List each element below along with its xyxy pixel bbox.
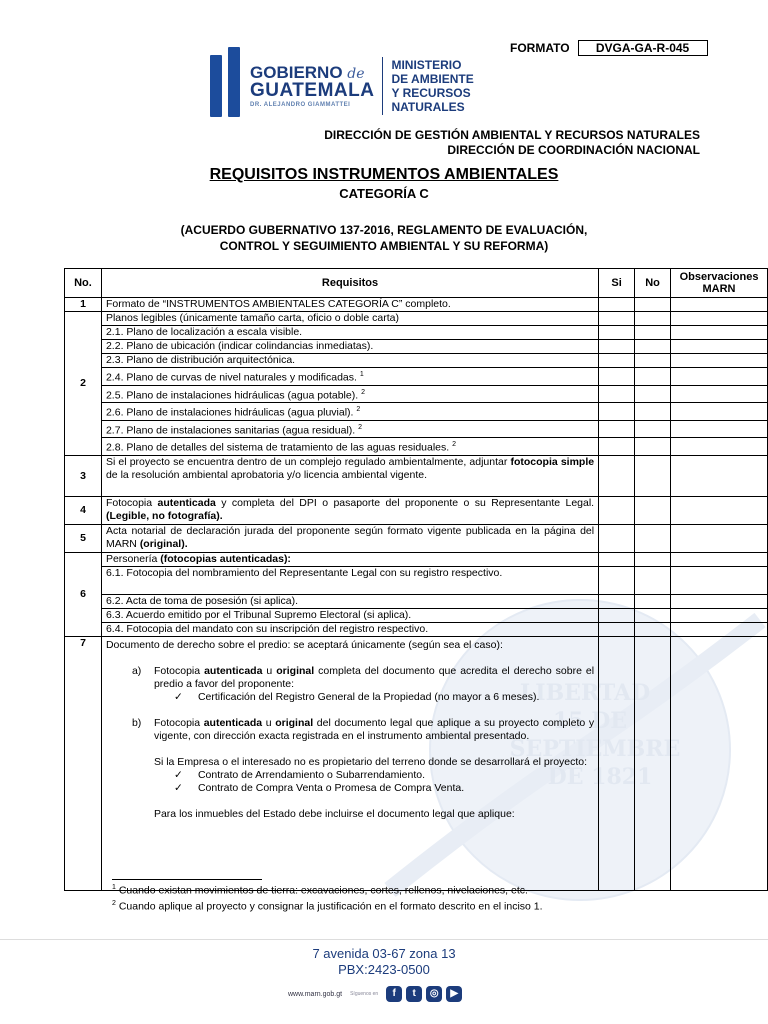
footer-web-link[interactable]: www.marn.gob.gt [288, 990, 343, 998]
footnote-2: $^2$ Cuando aplique al proyecto y consignar la justificación en el formato descrito en el inciso 1. [112, 900, 543, 913]
logo-gobierno: GOBIERNO [250, 63, 343, 82]
table-row: 1 Formato de “INSTRUMENTOS AMBIENTALES CATEGORÍA C” completo. [65, 298, 768, 312]
table-row: 2.7. Plano de instalaciones sanitarias (agua residual). $^2$ [65, 420, 768, 438]
logo-bars-icon [210, 55, 240, 117]
table-row: 6.4. Fotocopia del mandato con su inscripción del registro respectivo. [65, 622, 768, 636]
req-1-obs-cell[interactable] [671, 298, 768, 312]
page-title: REQUISITOS INSTRUMENTOS AMBIENTALES [209, 166, 559, 183]
table-row: 2.2. Plano de ubicación (indicar colindancias inmediatas). [65, 340, 768, 354]
formato-code: DVGA-GA-R-045 [578, 40, 708, 56]
table-row: 5 Acta notarial de declaración jurada del proponente según formato vigente publicada en la página del MARN (original). [65, 524, 768, 552]
header-no: No. [65, 269, 102, 298]
req-4-text: Fotocopia autenticada y completa del DPI o pasaporte del proponente o su Representante Legal. (Legible, no fotografía). [101, 496, 598, 524]
table-row: 2.3. Plano de distribución arquitectónica. [65, 354, 768, 368]
table-row: 6.2. Acta de toma de posesión (si aplica). [65, 594, 768, 608]
checkmark-icon: ✓ [173, 690, 183, 703]
watermark-line-4: DE 1821 [547, 764, 653, 790]
table-row: 6.1. Fotocopia del nombramiento del Representante Legal con su registro respectivo. [65, 566, 768, 594]
req-1-si-cell[interactable] [599, 298, 635, 312]
table-row: 3 Si el proyecto se encuentra dentro de un complejo regulado ambientalmente, adjuntar fotocopia simple de la resolución ambiental aprobatoria y/o licencia ambiental vigente. [65, 455, 768, 496]
req-1-text: Formato de “INSTRUMENTOS AMBIENTALES CATEGORÍA C” completo. [101, 298, 598, 312]
direccion-gestion: DIRECCIÓN DE GESTIÓN AMBIENTAL Y RECURSOS NATURALES [324, 128, 700, 142]
table-row: 6.3. Acuerdo emitido por el Tribunal Supremo Electoral (si aplica). [65, 608, 768, 622]
footnote-divider [112, 879, 262, 880]
req-2-head: Planos legibles (únicamente tamaño carta, oficio o doble carta) [101, 312, 598, 326]
table-row: 7 Documento de derecho sobre el predio: se aceptará únicamente (según sea el caso): a) Fotocopia autenticada u original completa del documento que acredita el derecho sobre el predio a favor del proponente: ✓ Certificación del Registro General de la Propiedad (no mayor a 6 meses). b) Fotocopia autenticada u original del documento legal que aplique a su proyecto completo y vigente, con dirección exacta registrada en el instrumento ambiental presentado. Si la Empresa o el interesado no es propietario del terreno donde se desarrollará el proyecto: ✓ Contrato de Arrendamiento o Subarrendamiento. ✓ Contrato de Compra Venta o Promesa de Compra Venta. Para los inmuebles del Estado debe incluirse el documento legal que aplique: [65, 636, 768, 890]
acuerdo-reference: (ACUERDO GUBERNATIVO 137-2016, REGLAMENTO DE EVALUACIÓN, CONTROL Y SEGUIMIENTO AMBIENTAL Y SU REFORMA) [180, 223, 588, 253]
footnote-1: $^1$ Cuando existan movimientos de tierra: excavaciones, cortes, rellenos, nivelaciones, etc. [112, 884, 528, 897]
footer-divider [0, 939, 768, 940]
youtube-icon[interactable]: ▶ [446, 986, 462, 1002]
logo-ministerio: MINISTERIO DE AMBIENTE Y RECURSOS NATURALES [391, 58, 474, 114]
direccion-coordinacion: DIRECCIÓN DE COORDINACIÓN NACIONAL [447, 143, 700, 157]
table-row: 4 Fotocopia autenticada y completa del DPI o pasaporte del proponente o su Representante Legal. (Legible, no fotografía). [65, 496, 768, 524]
req-6-head: Personería (fotocopias autenticadas): [101, 552, 598, 566]
table-row: 2.8. Plano de detalles del sistema de tratamiento de las aguas residuales. $^2$ [65, 438, 768, 456]
header-no-col: No [635, 269, 671, 298]
req-3-text: Si el proyecto se encuentra dentro de un complejo regulado ambientalmente, adjuntar fotocopia simple de la resolución ambiental aprobatoria y/o licencia ambiental vigente. [101, 455, 598, 496]
table-row: 2.4. Plano de curvas de nivel naturales y modificadas. $^1$ [65, 368, 768, 386]
logo-divider [382, 57, 383, 115]
checkmark-icon: ✓ [173, 768, 183, 781]
table-row: 2 Planos legibles (únicamente tamaño carta, oficio o doble carta) [65, 312, 768, 326]
logo-de: de [347, 66, 365, 82]
table-row: 2.5. Plano de instalaciones hidráulicas (agua potable). $^2$ [65, 385, 768, 403]
instagram-icon[interactable]: ◎ [426, 986, 442, 1002]
table-row: 6 Personería (fotocopias autenticadas): [65, 552, 768, 566]
logo-presidente: DR. ALEJANDRO GIAMMATTEI [250, 102, 351, 108]
logo-guatemala: GUATEMALA [250, 80, 375, 101]
watermark-line-1: LIBERTAD [519, 680, 651, 706]
header-observaciones: Observaciones MARN [671, 269, 768, 298]
req-5-text: Acta notarial de declaración jurada del proponente según formato vigente publicada en la página del MARN (original). [101, 524, 598, 552]
facebook-icon[interactable]: f [386, 986, 402, 1002]
watermark-line-3: SEPTIEMBRE [509, 736, 681, 762]
formato-label: FORMATO [510, 41, 570, 55]
watermark-line-2: 15 DE [552, 708, 628, 734]
table-row: 2.1. Plano de localización a escala visible. [65, 326, 768, 340]
header-requisitos: Requisitos [101, 269, 598, 298]
table-row: 2.6. Plano de instalaciones hidráulicas (agua pluvial). $^2$ [65, 403, 768, 421]
government-logo [210, 55, 474, 117]
req-7-text: Documento de derecho sobre el predio: se aceptará únicamente (según sea el caso): a) Fotocopia autenticada u original completa del documento que acredita el derecho sobre el predio a favor del proponente: ✓ Certificación del Registro General de la Propiedad (no mayor a 6 meses). b) Fotocopia autenticada u original del documento legal que aplique a su proyecto completo y vigente, con dirección exacta registrada en el instrumento ambiental presentado. Si la Empresa o el interesado no es propietario del terreno donde se desarrollará el proyecto: ✓ Contrato de Arrendamiento o Subarrendamiento. ✓ Contrato de Compra Venta o Promesa de Compra Venta. Para los inmuebles del Estado debe incluirse el documento legal que aplique: [101, 636, 598, 890]
table-header-row [65, 269, 768, 298]
formato-code-box [510, 40, 708, 56]
footer-social [288, 986, 462, 1002]
footer-address: 7 avenida 03-67 zona 13 PBX:2423-0500 [312, 946, 456, 977]
req-1-no-cell[interactable] [635, 298, 671, 312]
checkmark-icon: ✓ [173, 781, 183, 794]
requirements-table [64, 268, 768, 891]
header-si: Si [599, 269, 635, 298]
twitter-icon[interactable]: t [406, 986, 422, 1002]
footer-siguenos: Síguenos en [350, 991, 379, 997]
page-subtitle: CATEGORÍA C [339, 186, 429, 201]
